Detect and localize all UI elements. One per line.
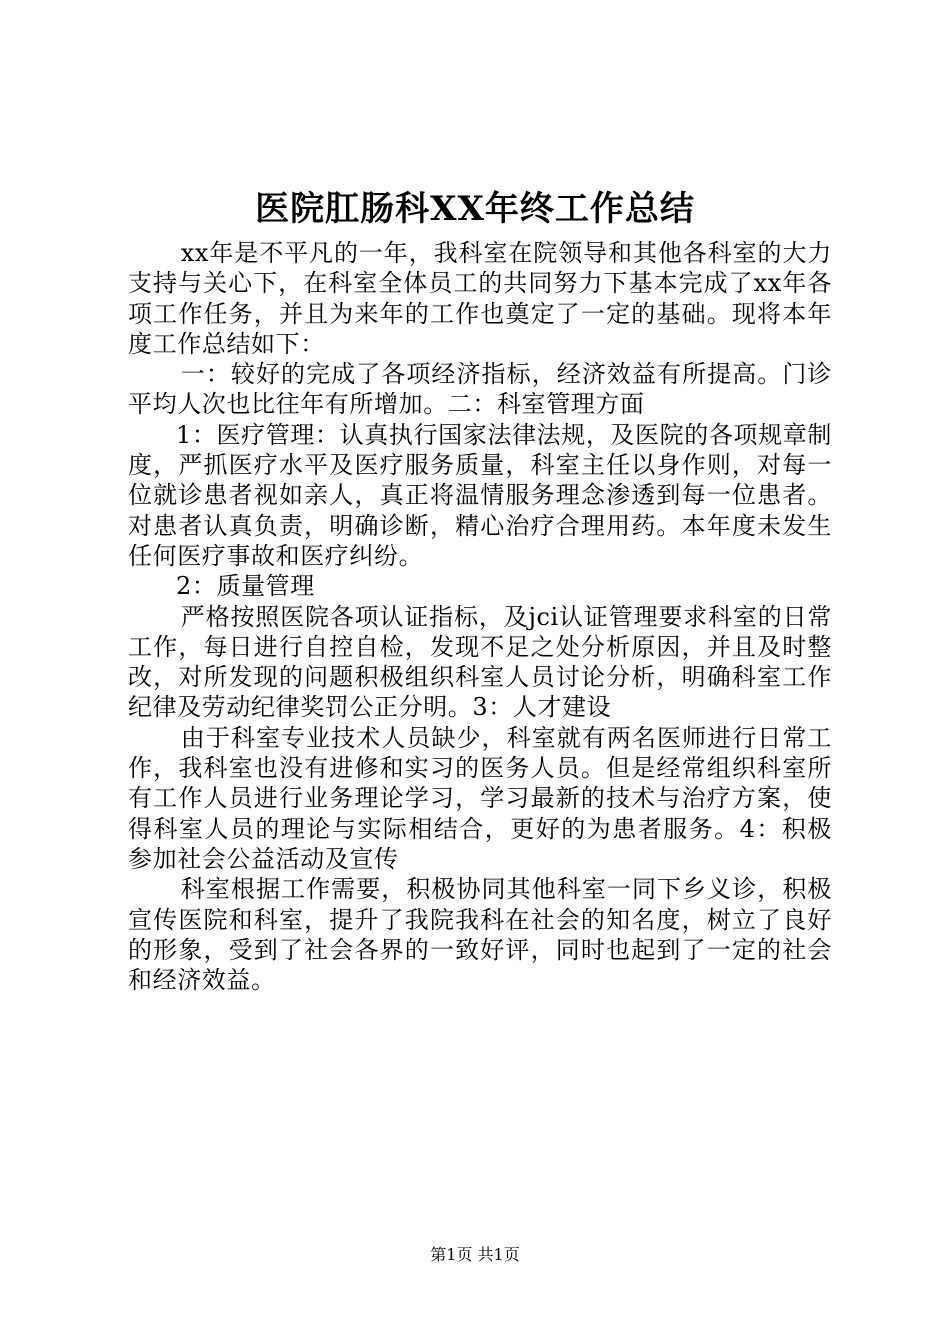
paragraph-economic-targets: 一：较好的完成了各项经济指标，经济效益有所提高。门诊平均人次也比往年有所增加。二：科室管理方面 — [128, 360, 832, 419]
document-body — [128, 238, 832, 995]
paragraph-talent-building: 由于科室专业技术人员缺少，科室就有两名医师进行日常工作，我科室也没有进修和实习的医务人员。但是经常组织科室所有工作人员进行业务理论学习，学习最新的技术与治疗方案，使得科室人员的理论与实际相结合，更好的为患者服务。4：积极参加社会公益活动及宣传 — [128, 723, 832, 873]
paragraph-quality-management: 严格按照医院各项认证指标，及jci认证管理要求科室的日常工作，每日进行自控自检，发现不足之处分析原因，并且及时整改，对所发现的问题积极组织科室人员讨论分析，明确科室工作纪律及劳动纪律奖罚公正分明。3：人才建设 — [128, 602, 832, 722]
paragraph-quality-heading: 2：质量管理 — [176, 572, 315, 601]
paragraph-intro: xx年是不平凡的一年，我科室在院领导和其他各科室的大力支持与关心下，在科室全体员工的共同努力下基本完成了xx年各项工作任务，并且为来年的工作也奠定了一定的基础。现将本年度工作总结如下： — [128, 239, 832, 358]
document-title: 医院肛肠科XX年终工作总结 — [255, 189, 695, 229]
paragraph-medical-management: 1：医疗管理：认真执行国家法律法规，及医院的各项规章制度，严抓医疗水平及医疗服务质量，科室主任以身作则，对每一位就诊患者视如亲人，真正将温情服务理念渗透到每一位患者。对患者认真负责，明确诊断，精心治疗合理用药。本年度未发生任何医疗事故和医疗纠纷。 — [128, 420, 832, 570]
page-number-footer: 第1页 共1页 — [430, 1245, 520, 1264]
paragraph-public-welfare: 科室根据工作需要，积极协同其他科室一同下乡义诊，积极宣传医院和科室，提升了我院我科在社会的知名度，树立了良好的形象，受到了社会各界的一致好评，同时也起到了一定的社会和经济效益。 — [128, 875, 832, 995]
